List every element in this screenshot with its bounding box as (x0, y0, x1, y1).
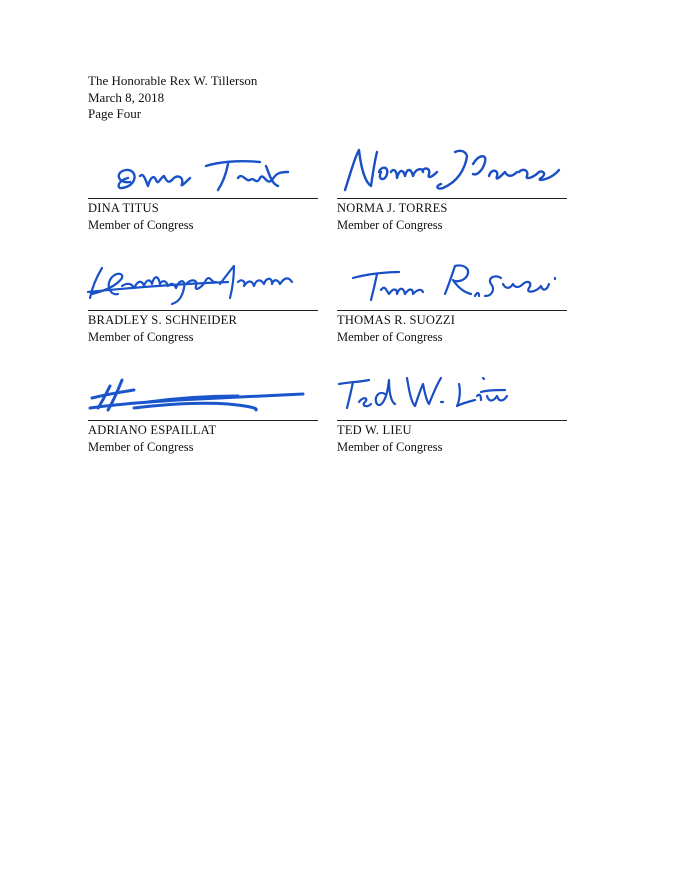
signature-line (337, 198, 567, 199)
signature-dina-titus-icon (88, 142, 318, 202)
date-line: March 8, 2018 (88, 89, 165, 105)
signatory-title: Member of Congress (88, 330, 194, 344)
signature-line (88, 420, 318, 421)
signature-norma-torres-icon (337, 142, 567, 202)
letter-header (88, 73, 257, 123)
signature-line (88, 310, 318, 311)
signature-bradley-schneider-icon (88, 254, 318, 314)
signature-block-schneider (88, 254, 318, 344)
signatory-name: BRADLEY S. SCHNEIDER (88, 313, 238, 327)
signature-block-espaillat (88, 364, 318, 454)
signature-block-lieu (337, 364, 567, 454)
signatory-name: THOMAS R. SUOZZI (337, 313, 456, 327)
signature-line (337, 310, 567, 311)
signatory-title: Member of Congress (88, 218, 194, 232)
signature-thomas-suozzi-icon (337, 254, 567, 314)
signature-ted-lieu-icon (337, 364, 567, 424)
signatory-title: Member of Congress (88, 440, 194, 454)
signatory-name: ADRIANO ESPAILLAT (88, 423, 217, 437)
signature-line (337, 420, 567, 421)
signature-block-titus (88, 142, 318, 232)
signatory-name: DINA TITUS (88, 201, 159, 215)
signatory-title: Member of Congress (337, 218, 443, 232)
signature-block-torres (337, 142, 567, 232)
signature-block-suozzi (337, 254, 567, 344)
signatory-name: NORMA J. TORRES (337, 201, 448, 215)
signatory-title: Member of Congress (337, 330, 443, 344)
signatory-name: TED W. LIEU (337, 423, 412, 437)
signatory-title: Member of Congress (337, 440, 443, 454)
signature-adriano-espaillat-icon (88, 364, 318, 424)
page-label: Page Four (88, 106, 142, 121)
recipient-line: The Honorable Rex W. Tillerson (88, 73, 258, 88)
signature-line (88, 198, 318, 199)
